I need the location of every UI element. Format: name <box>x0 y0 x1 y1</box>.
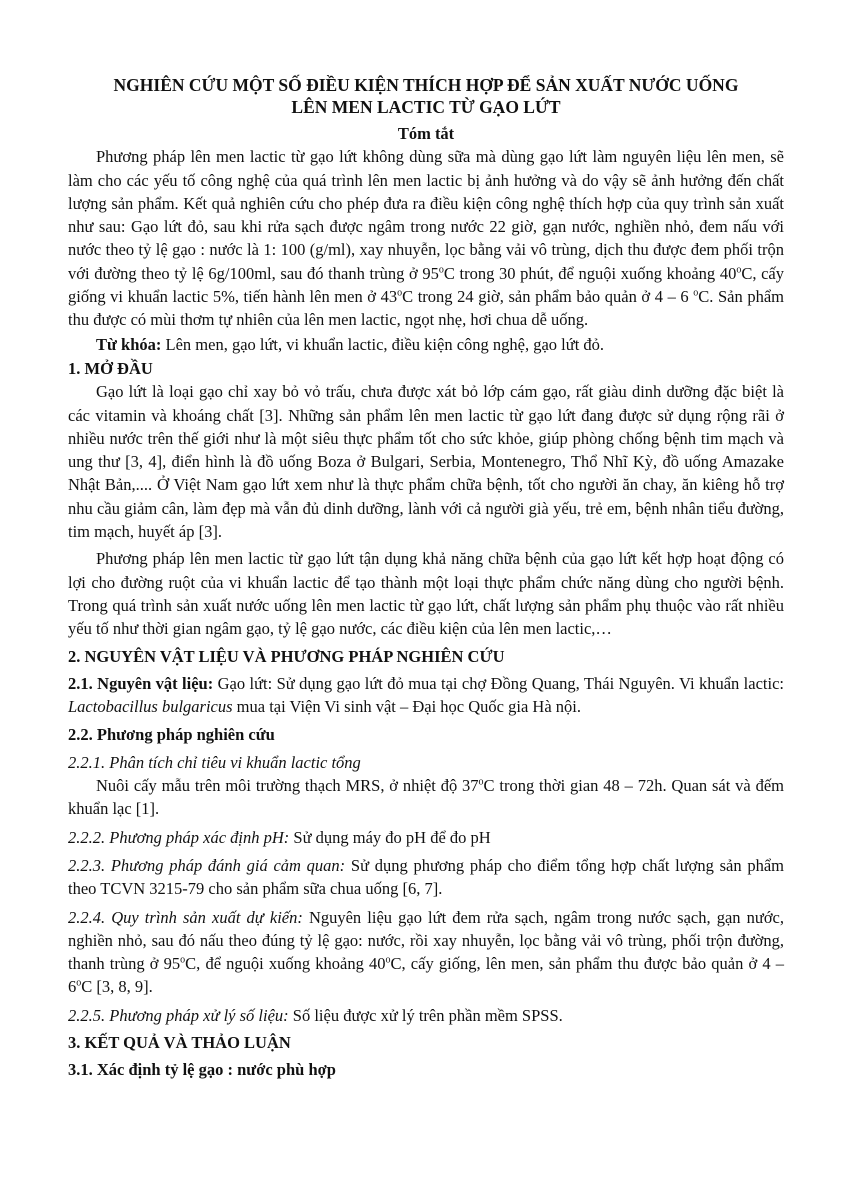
degree-mark: o <box>736 264 742 276</box>
section-2-2-1-text-a: Nuôi cấy mẫu trên môi trường thạch MRS, ở nhiệt độ 37 <box>96 776 479 796</box>
title-line-2: LÊN MEN LACTIC TỪ GẠO LỨT <box>291 97 561 117</box>
title-line-1: NGHIÊN CỨU MỘT SỐ ĐIỀU KIỆN THÍCH HỢP ĐỂ SẢN XUẤT NƯỚC UỐNG <box>113 75 739 95</box>
degree-mark: o <box>438 264 444 276</box>
keywords-label: Từ khóa: <box>96 334 162 354</box>
section-2-2-4-text-c: C, cấy giống, lên men, sản phẩm thu được bảo quản ở 4 – 6 <box>68 954 784 997</box>
section-2-2-5 <box>68 1004 784 1027</box>
section-1-paragraph-1: Gạo lứt là loại gạo chỉ xay bỏ vỏ trấu, chưa được xát bỏ lớp cám gạo, rất giàu dinh dưỡng đặc biệt là các vitamin và khoáng chất [3]. Những sản phẩm lên men lactic từ gạo lứt đang được sử dụng rộng rãi ở nhiều nước trên thế giới như là một siêu thực phẩm tốt cho sức khỏe, giúp phòng chống bệnh tim mạch và ung thư [3, 4], điển hình là đồ uống Boza ở Bulgari, Serbia, Montenegro, Thổ Nhĩ Kỳ, đồ uống Amazake Nhật Bản,.... Ở Việt Nam gạo lứt xem như là thực phẩm chữa bệnh, tốt cho người ăn chay, ăn kiêng hỗ trợ nhu cầu giảm cân, làm đẹp mà vẫn đủ dinh dưỡng, lành với cả người già yếu, trẻ em, bệnh nhân tiểu đường, tim mạch, huyết áp [3]. <box>68 382 784 542</box>
degree-mark: o <box>397 287 403 299</box>
section-2-2-2-text: Sử dụng máy đo pH để đo pH <box>289 827 491 847</box>
species-name: Lactobacillus bulgaricus <box>68 697 233 717</box>
section-2-2-heading: 2.2. Phương pháp nghiên cứu <box>68 725 275 745</box>
section-2-2-4-label: 2.2.4. Quy trình sản xuất dự kiến: <box>68 907 303 927</box>
section-2-2-4-text-a: Nguyên liệu gạo lứt đem rửa sạch, ngâm trong nước sạch, gạn nước, nghiền nhỏ, sau đó nấu theo đúng tỷ lệ gạo: nước, rồi xay nhuyễn, lọc bằng vải vô trùng, phối trộn đường, thanh trùng ở 95 <box>68 907 784 974</box>
section-2-2-1-paragraph <box>68 774 784 821</box>
abstract-text-2: C trong 30 phút, để nguội xuống khoảng 40 <box>443 263 737 283</box>
degree-mark: o <box>76 977 82 989</box>
section-2-2-4-text-d: C [3, 8, 9]. <box>81 977 153 997</box>
abstract-text-3: C, cấy giống vi khuẩn lactic 5%, tiến hành lên men ở 43 <box>68 263 785 307</box>
abstract-text-1: Phương pháp lên men lactic từ gạo lứt không dùng sữa mà dùng gạo lứt làm nguyên liệu lên men, sẽ làm cho các yếu tố công nghệ của quá trình lên men lactic bị ảnh hưởng và do vậy sẽ ảnh hưởng đến chất lượng sản phẩm. Kết quả nghiên cứu cho phép đưa ra điều kiện công nghệ thích hợp của quy trình sản xuất như sau: Gạo lứt đỏ, sau khi rửa sạch được ngâm trong nước 22 giờ, gạn nước, nghiền nhỏ, đem nấu với nước theo tỷ lệ gạo : nước là 1: 100 (g/ml), xay nhuyễn, lọc bằng vải vô trùng, dịch thu được đem phối trộn với đường theo tỷ lệ 6g/100ml, sau đó thanh trùng ở 95 <box>68 147 784 283</box>
abstract-text-5: C. Sản phẩm thu được có mùi thơm tự nhiên của lên men lactic, ngọt nhẹ, hơi chua dễ uống. <box>68 287 784 330</box>
section-2-2-3 <box>68 854 784 901</box>
section-3-heading: 3. KẾT QUẢ VÀ THẢO LUẬN <box>68 1032 291 1052</box>
degree-mark: o <box>693 287 699 299</box>
degree-mark: o <box>180 954 186 966</box>
section-1-paragraph-2: Phương pháp lên men lactic từ gạo lứt tận dụng khả năng chữa bệnh của gạo lứt kết hợp hoạt động có lợi cho đường ruột của vi khuẩn lactic để tạo thành một loại thực phẩm chức năng dùng cho người bệnh. Trong quá trình sản xuất nước uống lên men lactic từ gạo lứt, chất lượng sản phẩm phụ thuộc vào rất nhiều yếu tố như thời gian ngâm gạo, tỷ lệ gạo nước, các điều kiện của lên men lactic,… <box>68 549 784 639</box>
abstract-paragraph <box>68 145 784 331</box>
section-3-1-heading: 3.1. Xác định tỷ lệ gạo : nước phù hợp <box>68 1060 336 1080</box>
section-2-2-3-label: 2.2.3. Phương pháp đánh giá cảm quan: <box>68 855 346 875</box>
section-2-1-text-b: mua tại Viện Vi sinh vật – Đại học Quốc gia Hà nội. <box>232 697 581 717</box>
section-2-1 <box>68 672 784 719</box>
section-1-heading: 1. MỞ ĐẦU <box>68 358 153 378</box>
section-2-2-4 <box>68 906 784 999</box>
section-2-1-label: 2.1. Nguyên vật liệu: <box>68 673 214 693</box>
keywords-text: Lên men, gạo lứt, vi khuẩn lactic, điều kiện công nghệ, gạo lứt đỏ. <box>161 334 605 354</box>
section-2-2-4-text-b: C, để nguội xuống khoảng 40 <box>185 954 386 974</box>
section-2-2-1-heading: 2.2.1. Phân tích chỉ tiêu vi khuẩn lactic tổng <box>68 752 361 772</box>
section-2-2-5-text: Số liệu được xử lý trên phần mềm SPSS. <box>288 1005 563 1025</box>
section-2-2-2 <box>68 826 784 849</box>
keywords <box>68 333 784 356</box>
section-2-heading: 2. NGUYÊN VẬT LIỆU VÀ PHƯƠNG PHÁP NGHIÊN CỨU <box>68 646 505 666</box>
degree-mark: o <box>385 954 391 966</box>
section-2-2-2-label: 2.2.2. Phương pháp xác định pH: <box>68 827 290 847</box>
section-2-2-3-text: Sử dụng phương pháp cho điểm tổng hợp chất lượng sản phẩm theo TCVN 3215-79 cho sản phẩm sữa chua uống [6, 7]. <box>68 855 785 899</box>
paper-title <box>68 74 784 118</box>
section-2-2-1-text-b: C trong thời gian 48 – 72h. Quan sát và đếm khuẩn lạc [1]. <box>68 776 784 819</box>
degree-mark: o <box>478 776 484 788</box>
section-2-2-5-label: 2.2.5. Phương pháp xử lý số liệu: <box>68 1005 289 1025</box>
abstract-heading: Tóm tắt <box>397 124 455 143</box>
abstract-text-4: C trong 24 giờ, sản phẩm bảo quản ở 4 – 6 <box>402 287 694 307</box>
paper-page <box>68 70 784 1082</box>
section-2-1-text-a: Gạo lứt: Sử dụng gạo lứt đỏ mua tại chợ Đồng Quang, Thái Nguyên. Vi khuẩn lactic: <box>213 673 784 693</box>
